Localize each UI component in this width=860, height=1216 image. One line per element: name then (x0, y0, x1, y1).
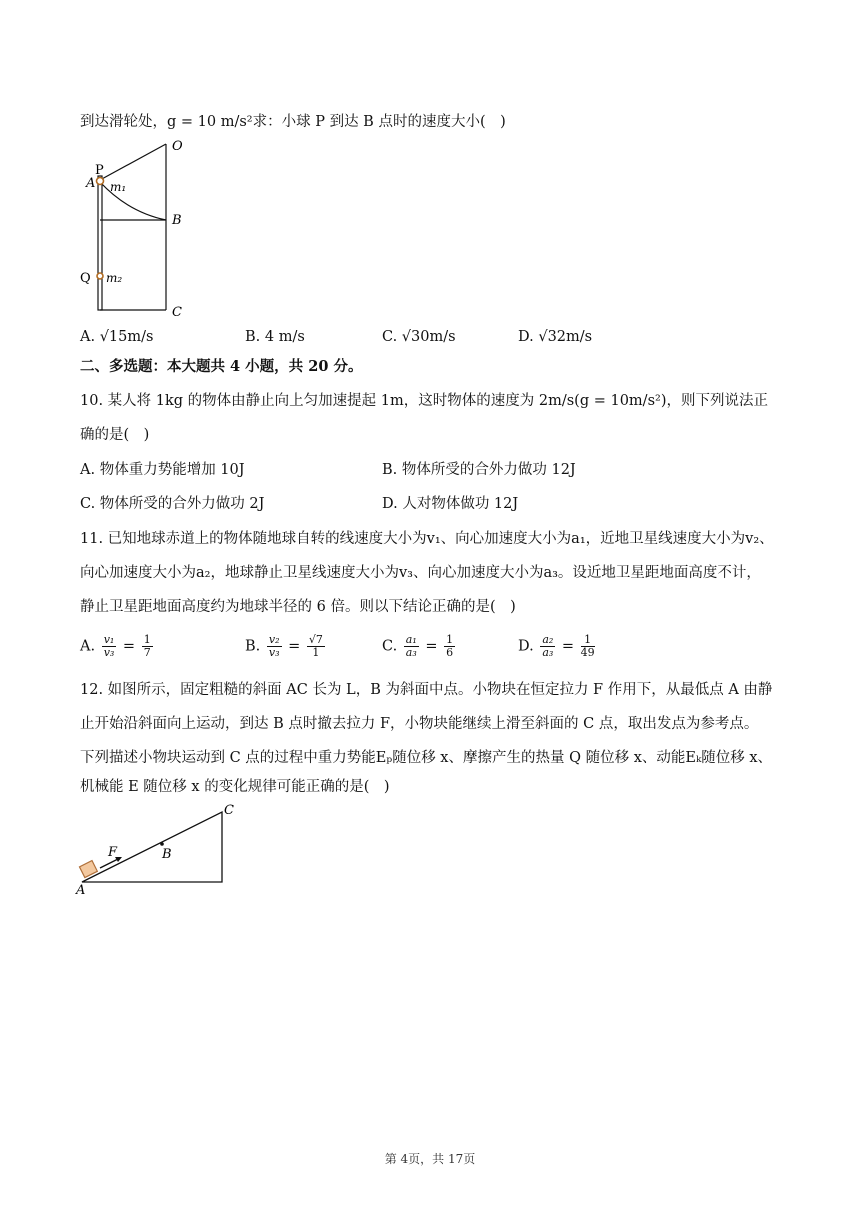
q11-option-a: A. $\frac{\text{v₁}}{\text{v₃}}$ = $\frac{1}{7}$ (80, 633, 151, 659)
q11-option-c: C. $\frac{\text{a₁}}{\text{a₃}}$ = $\frac{1}{6}$ (382, 633, 454, 659)
q10-option-a: A. 物体重力势能增加 10J (80, 462, 245, 478)
string-ao (100, 144, 166, 180)
label-p: P (95, 163, 104, 178)
incline-triangle (82, 812, 222, 882)
q12-figure (74, 800, 244, 900)
q12-line2: 止开始沿斜面向上运动，到达 B 点时撤去拉力 F，小物块能继续上滑至斜面的 C 点，取出发点为参考点。 (80, 716, 759, 732)
q10-line2: 确的是( ) (80, 427, 150, 443)
q9-stem: 到达滑轮处，g = 10 m/s²求：小球 P 到达 B 点时的速度大小( ) (80, 114, 506, 130)
label-f: F (108, 845, 118, 860)
label-c: C (172, 305, 182, 320)
label-m2: m₂ (106, 271, 123, 285)
label-c2: C (224, 803, 234, 818)
section2-heading: 二、多选题：本大题共 4 小题，共 20 分。 (80, 358, 363, 375)
label-a: A (86, 176, 96, 191)
point-b (160, 842, 164, 846)
left-rod (98, 176, 102, 310)
q11-line2: 向心加速度大小为a₂，地球静止卫星线速度大小为v₃、向心加速度大小为a₃。设近地卫星距地面高度不计， (80, 565, 761, 581)
label-b: B (172, 213, 182, 228)
q11-line3: 静止卫星距地面高度约为地球半径的 6 倍。则以下结论正确的是( ) (80, 599, 516, 615)
label-q: Q (80, 271, 91, 286)
q12-line1: 12. 如图所示，固定粗糙的斜面 AC 长为 L，B 为斜面中点。小物块在恒定拉力 F 作用下，从最低点 A 由静 (80, 682, 773, 698)
label-o: O (172, 139, 183, 154)
label-m1: m₁ (110, 180, 127, 194)
q9-option-c: C. √30m/s (382, 329, 456, 345)
q12-line4: 机械能 E 随位移 x 的变化规律可能正确的是( ) (80, 779, 390, 795)
q11-option-d: D. $\frac{\text{a₂}}{\text{a₃}}$ = $\frac{1}{49}$ (518, 633, 595, 659)
label-b2: B (162, 847, 172, 862)
q9-option-b: B. 4 m/s (245, 329, 305, 345)
q9-option-d: D. √32m/s (518, 329, 593, 345)
q9-figure (78, 136, 198, 326)
q10-option-d: D. 人对物体做功 12J (382, 496, 519, 512)
q10-option-c: C. 物体所受的合外力做功 2J (80, 496, 265, 512)
q12-line3: 下列描述小物块运动到 C 点的过程中重力势能Eₚ随位移 x、摩擦产生的热量 Q 随位移 x、动能Eₖ随位移 x、 (80, 750, 773, 766)
ball-q (97, 273, 103, 279)
page-footer: 第 4页，共 17页 (384, 1152, 476, 1166)
ball-p (97, 178, 104, 185)
q10-line1: 10. 某人将 1kg 的物体由静止向上匀加速提起 1m，这时物体的速度为 2m/s(g = 10m/s²)，则下列说法正 (80, 393, 768, 409)
label-a2: A (76, 883, 86, 898)
q10-option-b: B. 物体所受的合外力做功 12J (382, 462, 576, 478)
q11-line1: 11. 已知地球赤道上的物体随地球自转的线速度大小为v₁、向心加速度大小为a₁，近地卫星线速度大小为v₂、 (80, 531, 774, 547)
q11-option-b: B. $\frac{\text{v₂}}{\text{v₃}}$ = $\frac{√7}{1}$ (245, 633, 323, 659)
q9-option-a: A. √15m/s (80, 329, 154, 345)
